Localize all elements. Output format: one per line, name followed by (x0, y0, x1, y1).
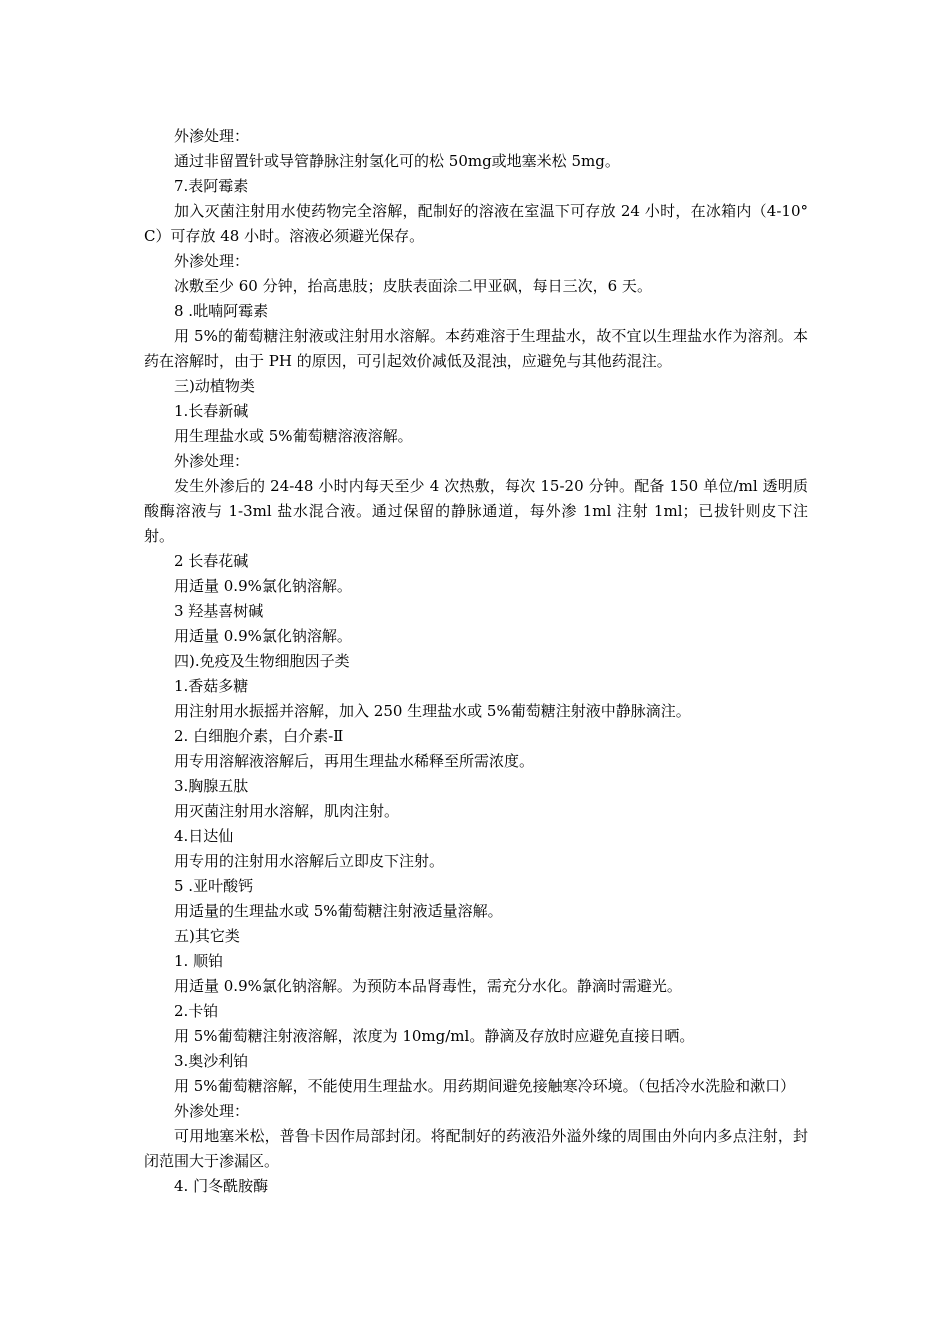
section-heading: 2.卡铂 (174, 1002, 219, 1020)
paragraph: 用 5%的葡萄糖注射液或注射用水溶解。本药难溶于生理盐水，故不宜以生理盐水作为溶剂。本药在溶解时，由于 PH 的原因，可引起效价减低及混浊，应避免与其他药混注。 (144, 327, 808, 370)
section-heading: 7.表阿霉素 (174, 177, 249, 195)
section-heading: 1.长春新碱 (174, 402, 249, 420)
section-heading: 5 .亚叶酸钙 (174, 877, 254, 895)
paragraph: 用适量 0.9%氯化钠溶解。 (174, 577, 352, 595)
section-heading: 3 羟基喜树碱 (174, 602, 264, 620)
paragraph: 用生理盐水或 5%葡萄糖溶液溶解。 (174, 427, 413, 445)
section-heading: 8 .吡喃阿霉素 (174, 302, 269, 320)
category-heading: 五)其它类 (174, 927, 240, 945)
paragraph: 冰敷至少 60 分钟，抬高患肢；皮肤表面涂二甲亚砜，每日三次，6 天。 (174, 277, 652, 295)
paragraph: 用 5%葡萄糖注射液溶解，浓度为 10mg/ml。静滴及存放时应避免直接日晒。 (174, 1027, 695, 1045)
paragraph: 通过非留置针或导管静脉注射氢化可的松 50mg或地塞米松 5mg。 (174, 152, 620, 170)
section-heading: 2 长春花碱 (174, 552, 249, 570)
section-heading: 1.香菇多糖 (174, 677, 249, 695)
section-heading: 2. 白细胞介素，白介素-Ⅱ (174, 727, 344, 745)
paragraph: 外渗处理： (174, 1102, 250, 1120)
paragraph: 用适量 0.9%氯化钠溶解。 (174, 627, 352, 645)
document-page (144, 124, 808, 1199)
paragraph: 用灭菌注射用水溶解，肌肉注射。 (174, 802, 400, 820)
category-heading: 四).免疫及生物细胞因子类 (174, 652, 350, 670)
paragraph: 用 5%葡萄糖溶解，不能使用生理盐水。用药期间避免接触寒冷环境。（包括冷水洗脸和漱口） (174, 1077, 796, 1095)
paragraph: 发生外渗后的 24-48 小时内每天至少 4 次热敷，每次 15-20 分钟。配备 150 单位/ml 透明质酸酶溶液与 1-3ml 盐水混合液。通过保留的静脉通道，每外渗 1ml 注射 1ml；已拔针则皮下注射。 (144, 477, 808, 545)
section-heading: 4.日达仙 (174, 827, 234, 845)
section-heading: 3.奥沙利铂 (174, 1052, 249, 1070)
paragraph: 用专用溶解液溶解后，再用生理盐水稀释至所需浓度。 (174, 752, 535, 770)
section-heading: 1. 顺铂 (174, 952, 224, 970)
section-heading: 4. 门冬酰胺酶 (174, 1177, 269, 1195)
paragraph: 用专用的注射用水溶解后立即皮下注射。 (174, 852, 445, 870)
paragraph: 外渗处理： (174, 252, 250, 270)
category-heading: 三)动植物类 (174, 377, 255, 395)
paragraph: 用适量 0.9%氯化钠溶解。为预防本品肾毒性，需充分水化。静滴时需避光。 (174, 977, 682, 995)
paragraph: 外渗处理： (174, 127, 250, 145)
paragraph: 用注射用水振摇并溶解，加入 250 生理盐水或 5%葡萄糖注射液中静脉滴注。 (174, 702, 691, 720)
paragraph: 加入灭菌注射用水使药物完全溶解，配制好的溶液在室温下可存放 24 小时，在冰箱内（4-10°C）可存放 48 小时。溶液必须避光保存。 (144, 202, 808, 245)
paragraph: 用适量的生理盐水或 5%葡萄糖注射液适量溶解。 (174, 902, 503, 920)
section-heading: 3.胸腺五肽 (174, 777, 249, 795)
paragraph: 可用地塞米松，普鲁卡因作局部封闭。将配制好的药液沿外溢外缘的周围由外向内多点注射，封闭范围大于渗漏区。 (144, 1127, 808, 1170)
paragraph: 外渗处理： (174, 452, 250, 470)
